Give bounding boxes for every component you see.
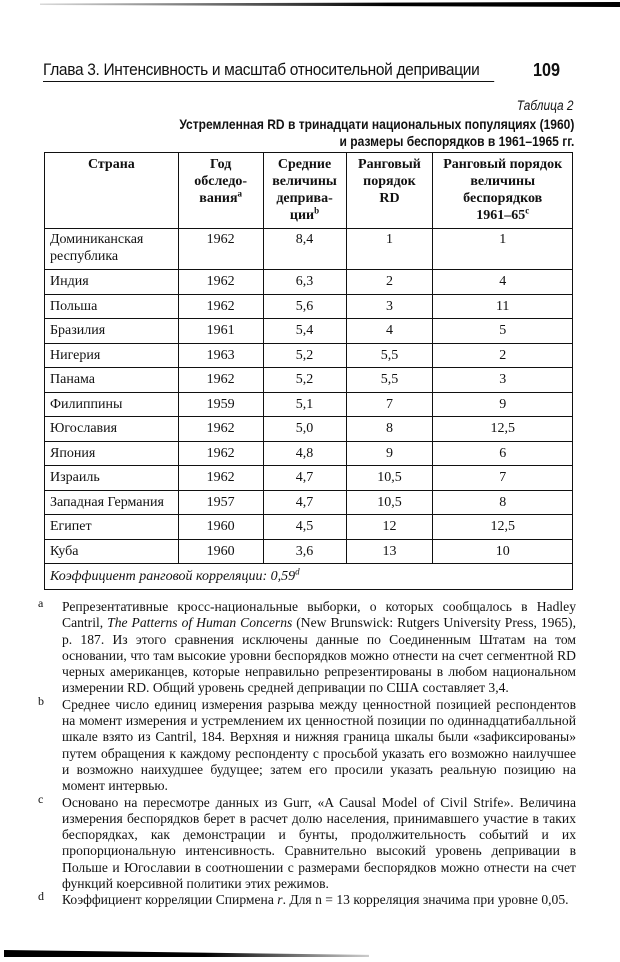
table-title-line-2: и размеры беспорядков в 1961–1965 гг. (339, 132, 574, 149)
cell-country: Доминиканская республика (45, 229, 179, 270)
cell-strife-rank: 12,5 (433, 515, 573, 540)
cell-deprivation: 4,5 (263, 515, 346, 540)
cell-country: Япония (45, 441, 179, 466)
column-header (433, 153, 573, 229)
footnote-ref: a (237, 188, 243, 199)
cell-rd-rank: 7 (346, 392, 433, 417)
footnote-text-continued: (New Brunswick: Rutgers University Press, 1965), p. 187. Из этого сравнения исключены данные по Соединенным Штатам на том основании, что там высокие уровни беспорядков можно отнести на счет сегментной RD черных американцев, которые неправильно репрезентированы в любом национальном измерении RD. Общий уровень средней депривации по США составляет 3,4. (62, 615, 576, 696)
column-header-line: порядок (363, 174, 416, 189)
cell-strife-rank: 3 (433, 368, 573, 393)
cell-strife-rank: 5 (433, 319, 573, 344)
cell-year: 1962 (178, 270, 263, 295)
table-row (45, 319, 573, 344)
cell-year: 1962 (178, 229, 263, 270)
column-header-line: беспорядков (463, 191, 543, 206)
running-head: Глава 3. Интенсивность и масштаб относительной депривации (43, 61, 494, 82)
cell-deprivation: 5,0 (263, 417, 346, 442)
column-header-line: Ранговый порядок (443, 157, 563, 172)
footnote-mark: b (38, 693, 44, 708)
table-row (45, 294, 573, 319)
column-header (178, 153, 263, 229)
column-header (263, 153, 346, 229)
cell-strife-rank: 6 (433, 441, 573, 466)
table-row (45, 490, 573, 515)
cell-rd-rank: 13 (346, 539, 433, 564)
cell-deprivation: 5,4 (263, 319, 346, 344)
footnote (36, 889, 576, 908)
cell-year: 1959 (178, 392, 263, 417)
table-title (179, 116, 574, 149)
footnote-mark: d (38, 889, 44, 904)
cell-rd-rank: 8 (346, 417, 433, 442)
table-row (45, 270, 573, 295)
cell-deprivation: 5,2 (263, 368, 346, 393)
cell-deprivation: 5,6 (263, 294, 346, 319)
column-header-text: 1961–65 (476, 208, 526, 223)
footnote-text: Репрезентативные кросс-национальные выборки, о которых сообщалось в Hadley Cantril, (62, 599, 576, 631)
cell-country: Филиппины (45, 392, 179, 417)
cell-deprivation: 3,6 (263, 539, 346, 564)
footnote-text: Среднее число единиц измерения разрыва между ценностной позицией респондентов на момент измерения и устремлением их ценностной позиции по одиннадцатибалльной шкале взято из Cantril, 184. Верхняя и нижняя граница шкалы были «зафиксированы» путем обращения к каждому респонденту с просьбой указать его возможно наилучшее и возможно наихудшее будущее; затем его просили указать реальную позицию на момент интервью. (62, 696, 576, 794)
data-table (44, 152, 573, 590)
table-row (45, 368, 573, 393)
scan-edge-bottom (4, 950, 369, 957)
cell-strife-rank: 1 (433, 229, 573, 270)
cell-country: Панама (45, 368, 179, 393)
correlation-cell (45, 564, 573, 590)
cell-deprivation: 5,2 (263, 343, 346, 368)
cell-rd-rank: 5,5 (346, 343, 433, 368)
table-label: Таблица 2 (517, 98, 574, 113)
footnote-ref: d (295, 566, 300, 577)
table-row (45, 441, 573, 466)
footnote-mark: c (38, 791, 44, 806)
cell-rd-rank: 2 (346, 270, 433, 295)
cell-rd-rank: 1 (346, 229, 433, 270)
column-header-line: Средние (277, 157, 332, 172)
footnote-italic-text: r (277, 892, 283, 908)
column-header-line: Год (209, 157, 232, 172)
cell-year: 1957 (178, 490, 263, 515)
column-header-line: деприва- (276, 191, 333, 206)
footnote-ref: c (525, 205, 530, 216)
footnote-text: Основано на пересмотре данных из Gurr, «A Causal Model of Civil Strife». Величина измерения беспорядков берет в расчет долю населения, принимавшего участие в таких беспорядках, как демонстрации и бунты, продолжительность событий и их пропорциональную интенсивность. Сравнительно высокий уровень депривации в Польше и Югославии в соотношении с размерами беспорядков можно отнести на счет функций коерсивной политики этих режимов. (62, 794, 576, 892)
table-row (45, 515, 573, 540)
cell-year: 1963 (178, 343, 263, 368)
cell-country: Западная Германия (45, 490, 179, 515)
column-header-text: вания (199, 191, 238, 206)
column-header-line: обследо- (194, 174, 248, 189)
footnote-italic-text: The Patterns of Human Concerns (107, 615, 293, 631)
table-row (45, 466, 573, 491)
footnote-ref: b (314, 205, 320, 216)
cell-deprivation: 5,1 (263, 392, 346, 417)
column-header (45, 153, 179, 229)
cell-deprivation: 6,3 (263, 270, 346, 295)
cell-deprivation: 4,7 (263, 466, 346, 491)
cell-strife-rank: 12,5 (433, 417, 573, 442)
column-header-line (438, 207, 567, 224)
footnotes (36, 596, 576, 909)
cell-year: 1961 (178, 319, 263, 344)
cell-rd-rank: 12 (346, 515, 433, 540)
cell-deprivation: 4,8 (263, 441, 346, 466)
table-header-row (45, 153, 573, 229)
cell-rd-rank: 10,5 (346, 466, 433, 491)
footnote-mark: a (38, 596, 44, 610)
cell-deprivation: 4,7 (263, 490, 346, 515)
column-header-line: RD (379, 191, 400, 206)
column-header-line: величины (272, 174, 337, 189)
correlation-row (45, 564, 573, 590)
cell-rd-rank: 5,5 (346, 368, 433, 393)
cell-country: Куба (45, 539, 179, 564)
footnote (36, 693, 576, 795)
column-header (346, 153, 433, 229)
column-header-line: Страна (87, 157, 135, 172)
cell-country: Бразилия (45, 319, 179, 344)
cell-country: Югославия (45, 417, 179, 442)
cell-country: Нигерия (45, 343, 179, 368)
cell-strife-rank: 9 (433, 392, 573, 417)
cell-year: 1962 (178, 466, 263, 491)
column-header-text: ции (289, 208, 315, 223)
column-header-line: Ранговый (358, 157, 421, 172)
cell-country: Индия (45, 270, 179, 295)
table-row (45, 539, 573, 564)
table-row (45, 392, 573, 417)
footnote (36, 791, 576, 893)
scan-edge-top (40, 2, 620, 7)
cell-rd-rank: 4 (346, 319, 433, 344)
cell-strife-rank: 11 (433, 294, 573, 319)
table-row (45, 229, 573, 270)
cell-year: 1960 (178, 515, 263, 540)
column-header-line (184, 190, 258, 207)
cell-rd-rank: 10,5 (346, 490, 433, 515)
table-row (45, 343, 573, 368)
cell-year: 1962 (178, 417, 263, 442)
cell-strife-rank: 7 (433, 466, 573, 491)
cell-year: 1960 (178, 539, 263, 564)
footnote (36, 596, 576, 697)
cell-country: Польша (45, 294, 179, 319)
table-title-line-1: Устремленная RD в тринадцати национальных популяциях (1960) (178, 116, 574, 132)
cell-deprivation: 8,4 (263, 229, 346, 270)
cell-strife-rank: 8 (433, 490, 573, 515)
footnote-text: Коэффициент корреляции Спирмена (62, 892, 278, 908)
cell-strife-rank: 10 (433, 539, 573, 564)
cell-strife-rank: 2 (433, 343, 573, 368)
page-number: 109 (533, 60, 561, 80)
cell-rd-rank: 9 (346, 441, 433, 466)
cell-year: 1962 (178, 294, 263, 319)
column-header-line: величины (470, 174, 536, 189)
cell-country: Египет (45, 515, 179, 540)
cell-year: 1962 (178, 368, 263, 393)
footnote-text-continued: . Для n = 13 корреляция значима при уровне 0,05. (282, 892, 569, 908)
cell-strife-rank: 4 (433, 270, 573, 295)
cell-country: Израиль (45, 466, 179, 491)
table-row (45, 417, 573, 442)
cell-rd-rank: 3 (346, 294, 433, 319)
correlation-label: Коэффициент ранговой корреляции: 0,59 (50, 569, 296, 584)
cell-year: 1962 (178, 441, 263, 466)
column-header-line (269, 207, 341, 224)
